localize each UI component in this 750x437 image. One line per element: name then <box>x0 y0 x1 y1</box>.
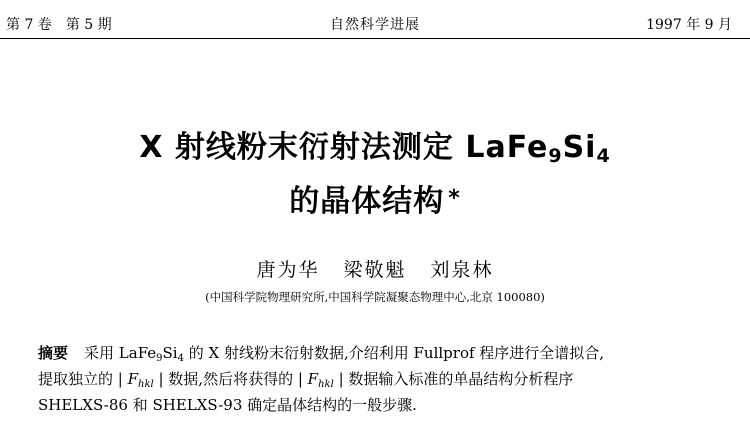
abstract-line: 提取独立的 | $F_{hkl}$ | 数据,然后将获得的 | $F_{hkl}$ | 数据输入标准的单晶结构分析程序 <box>38 370 574 390</box>
abstract-label: 摘要 <box>38 344 69 362</box>
paper-title-line1: X 射线粉末衍射法测定 $LaFe_9Si_4$ <box>139 130 611 167</box>
author: 刘泉林 <box>430 259 494 281</box>
abstract-line: 摘要 采用 $LaFe_9Si_4$ 的 X 射线粉末衍射数据,介绍利用 Fullprof 程序进行全谱拟合, <box>38 344 605 364</box>
author-list <box>0 255 750 282</box>
author: 唐为华 <box>256 259 320 281</box>
volume: 第 7 卷 <box>6 17 52 33</box>
publication-date: 1997 年 9 月 <box>646 17 732 33</box>
abstract <box>38 340 718 418</box>
running-header <box>0 0 750 40</box>
affiliation: (中国科学院物理研究所,中国科学院凝聚态物理中心,北京 100080) <box>205 290 545 304</box>
paper-title-line2: 的晶体结构 * <box>289 184 461 219</box>
abstract-line: SHELXS-86 和 SHELXS-93 确定晶体结构的一般步骤. <box>38 396 417 414</box>
issue: 第 5 期 <box>65 17 112 33</box>
journal-name: 自然科学进展 <box>330 17 420 33</box>
header-rule <box>0 38 750 39</box>
author: 梁敬魁 <box>343 259 407 281</box>
footnote-mark: * <box>448 186 461 211</box>
